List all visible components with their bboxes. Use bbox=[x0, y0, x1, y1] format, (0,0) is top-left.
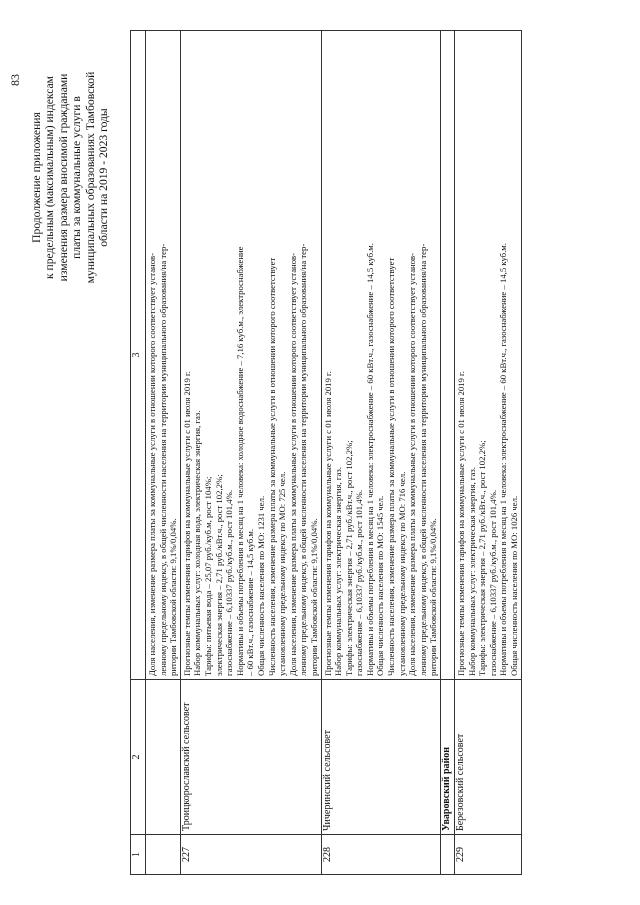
table-cell bbox=[146, 680, 181, 835]
text-line: Доля населения, изменение размера платы за коммунальные услуги в отношении которого соответствует установ- bbox=[407, 252, 418, 676]
header-line: области на 2019 - 2023 годы bbox=[97, 108, 111, 247]
text-line: ленному предельному индексу, в общей численности населения на территории муниципального образования/на тер- bbox=[298, 243, 309, 676]
table-cell bbox=[441, 835, 455, 875]
column-header: 2 bbox=[131, 680, 146, 835]
text-line: Набор коммунальных услуг: холодная вода, электрическая энергия, газ. bbox=[192, 410, 203, 676]
table-row bbox=[180, 31, 321, 875]
text-line: Общая численность населения по МО: 1231 чел. bbox=[255, 495, 266, 676]
text-line: ленному предельному индексу, в общей численности населения на территории муниципального образования/на тер- bbox=[417, 243, 428, 676]
text-line: Общая численность населения по МО: 1545 чел. bbox=[375, 495, 386, 676]
text-line: Прогнозные темпы изменения тарифов на коммунальные услуги с 01 июля 2019 г. bbox=[322, 371, 333, 676]
table-header-row bbox=[131, 31, 146, 875]
tariff-table bbox=[130, 30, 522, 875]
district-row bbox=[441, 31, 455, 875]
table-row bbox=[321, 31, 441, 875]
text-line: газоснабжение – 6,10337 руб./куб.м., рост 101,4%. bbox=[224, 490, 235, 676]
text-line: Тарифы: электрическая энергия – 2,71 руб./кВт.ч., рост 102,2%; bbox=[343, 440, 354, 676]
row-number: 228 bbox=[321, 835, 441, 875]
table-row bbox=[455, 31, 522, 875]
text-line: Тарифы: электрическая энергия – 2,71 руб./кВт.ч., рост 102,2%; bbox=[477, 440, 488, 676]
header-line: к предельным (максимальным) индексам bbox=[43, 75, 57, 280]
text-line: Численность населения, изменение размера платы за коммунальные услуги в отношении которого соответствует bbox=[266, 257, 277, 676]
header-line: изменения размера вносимой гражданами bbox=[56, 73, 70, 282]
header-line: Продолжение приложения bbox=[30, 112, 43, 243]
text-line: – 60 кВт.ч., газоснабжение – 14,5 куб.м. bbox=[245, 528, 256, 676]
text-line: ритории Тамбовской области: 9,1%/0,04%. bbox=[168, 518, 179, 676]
text-line: ритории Тамбовской области: 9,1%/0,04%. bbox=[428, 518, 439, 676]
description-cell bbox=[146, 31, 181, 680]
row-number: 229 bbox=[455, 835, 522, 875]
text-line: Нормативы и объемы потребления в месяц на 1 человека: электроснабжение – 60 кВт.ч., газоснабжение – 14,5 куб.м. bbox=[498, 243, 509, 676]
text-line: установленному предельному индексу по МО: 725 чел. bbox=[277, 471, 288, 676]
text-line: электрическая энергия – 2,71 руб./кВт.ч., рост 102,2%; bbox=[213, 474, 224, 676]
text-line: ленному предельному индексу, в общей численности населения на территории муниципального образования/на тер- bbox=[157, 243, 168, 676]
row-number: 227 bbox=[180, 835, 321, 875]
text-line: Общая численность населения по МО: 1026 чел. bbox=[509, 495, 519, 676]
text-line: ритории Тамбовской области: 9,1%/0,04%. bbox=[308, 518, 319, 676]
municipality-name: Чичеринский сельсовет bbox=[321, 680, 441, 835]
text-line: Численность населения, изменение размера платы за коммунальные услуги в отношении которого соответствует bbox=[386, 257, 397, 676]
appendix-header bbox=[30, 35, 110, 320]
table-row-continuation bbox=[146, 31, 181, 875]
text-line: Доля населения, изменение размера платы за коммунальные услуги в отношении которого соответствует установ- bbox=[147, 252, 157, 676]
text-line: Прогнозные темпы изменения тарифов на коммунальные услуги с 01 июля 2019 г. bbox=[456, 371, 467, 676]
page-number: 83 bbox=[8, 74, 22, 86]
text-line: Тарифы: питьевая вода – 25,07 руб./куб.м, рост 104%; bbox=[202, 476, 213, 676]
column-header: 1 bbox=[131, 835, 146, 875]
header-line: платы за коммунальные услуги в bbox=[70, 96, 84, 259]
table-cell bbox=[441, 31, 455, 680]
table-cell bbox=[146, 835, 181, 875]
description-cell bbox=[321, 31, 441, 680]
municipality-name: Троицкорославский сельсовет bbox=[180, 680, 321, 835]
column-header: 3 bbox=[131, 31, 146, 680]
header-line: муниципальных образованиях Тамбовской bbox=[83, 71, 97, 284]
text-line: газоснабжение – 6,10337 руб./куб.м., рост 101,4%. bbox=[354, 490, 365, 676]
text-line: Нормативы и объемы потребления в месяц на 1 человека: электроснабжение – 60 кВт.ч., газоснабжение – 14,5 куб.м. bbox=[364, 243, 375, 676]
text-line: Нормативы и объемы потребления в месяц на 1 человека: холодное водоснабжение – 7,16 куб.м., электроснабжение bbox=[234, 246, 245, 676]
text-line: Прогнозные темпы изменения тарифов на коммунальные услуги с 01 июля 2019 г. bbox=[181, 371, 192, 676]
description-cell bbox=[455, 31, 522, 680]
description-cell bbox=[180, 31, 321, 680]
text-line: установленному предельному индексу по МО: 716 чел. bbox=[396, 471, 407, 676]
text-line: газоснабжение – 6,10337 руб./куб.м., рост 101,4%. bbox=[487, 490, 498, 676]
text-line: Набор коммунальных услуг: электрическая энергия, газ. bbox=[333, 467, 344, 676]
district-name: Уваровский район bbox=[441, 680, 455, 835]
text-line: Доля населения, изменение размера платы за коммунальные услуги в отношении которого соответствует установ- bbox=[287, 252, 298, 676]
municipality-name: Березовский сельсовет bbox=[455, 680, 522, 835]
text-line: Набор коммунальных услуг: электрическая энергия, газ. bbox=[466, 467, 477, 676]
